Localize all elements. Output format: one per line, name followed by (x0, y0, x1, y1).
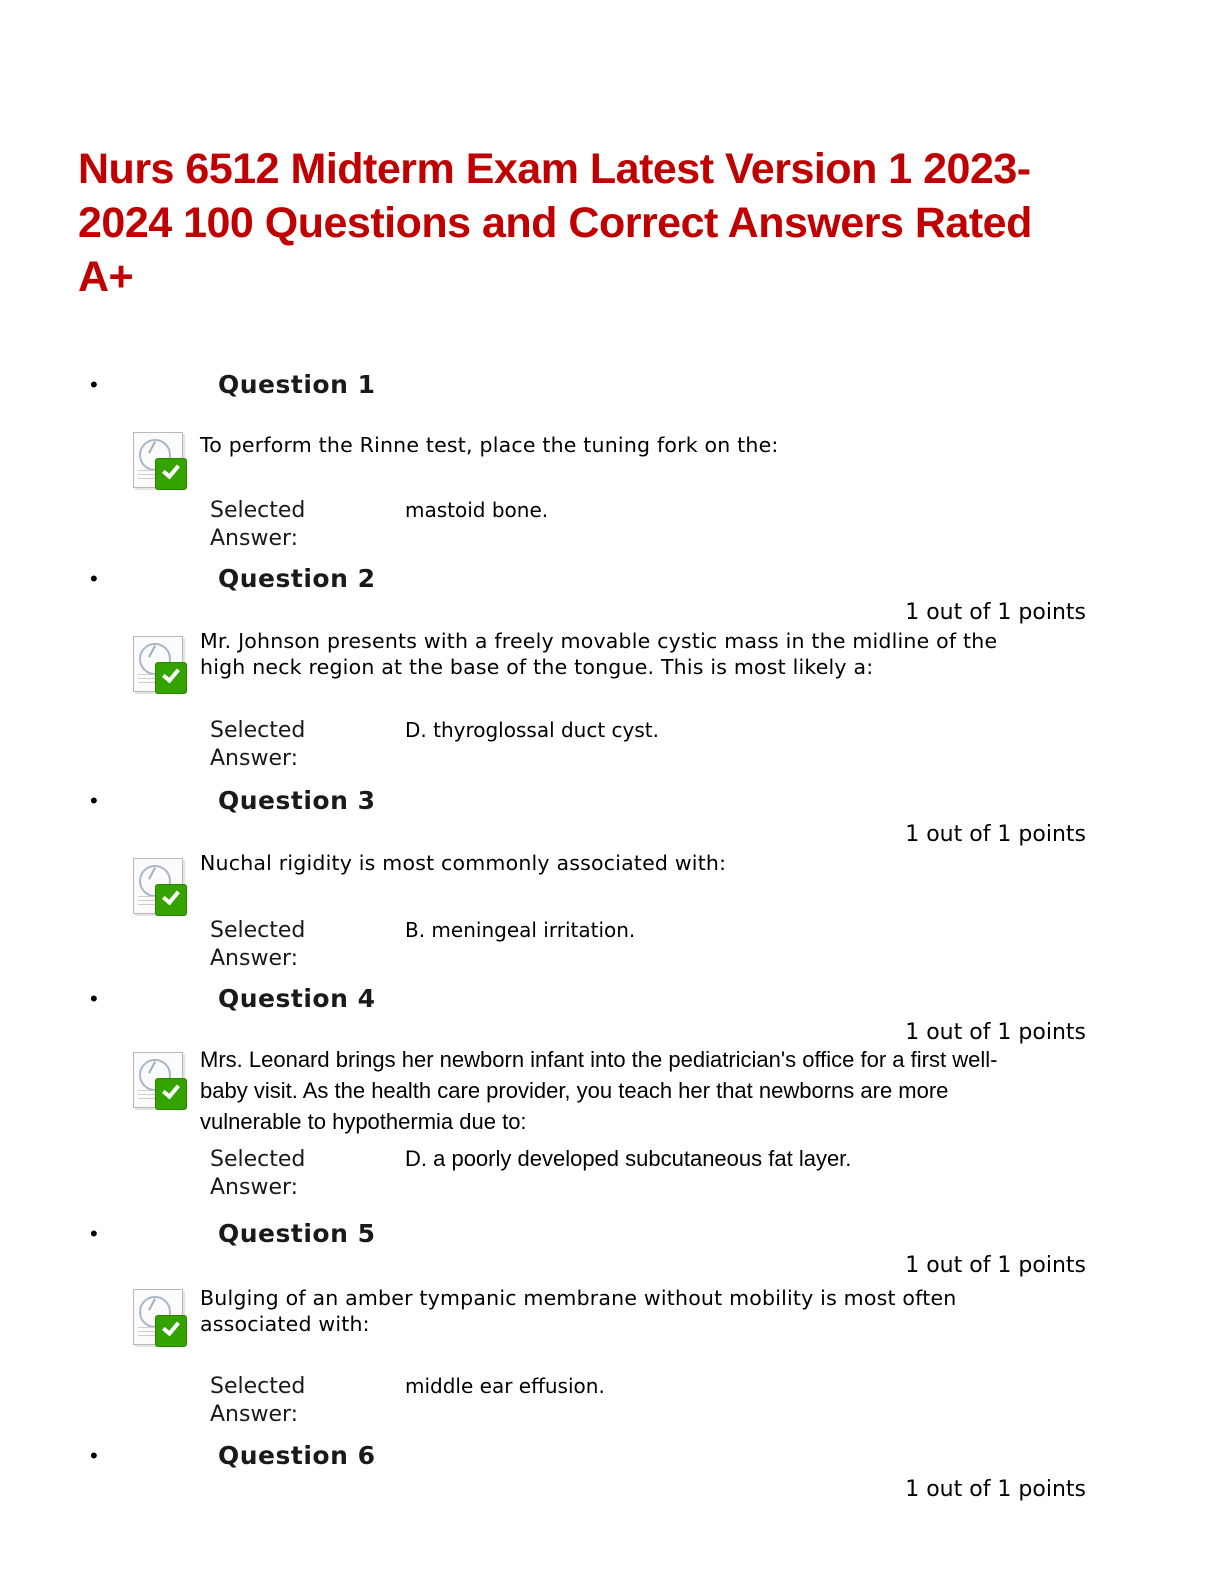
selected-answer-value: mastoid bone. (405, 498, 549, 522)
bullet-icon: • (90, 566, 98, 591)
selected-answer-value: D. thyroglossal duct cyst. (405, 718, 660, 742)
question-heading: Question 4 (218, 984, 376, 1013)
question-heading: Question 5 (218, 1219, 376, 1248)
page-title: Nurs 6512 Midterm Exam Latest Version 1 2023-2024 100 Questions and Correct Answers Rated A+ (78, 145, 1032, 301)
selected-answer-value: middle ear effusion. (405, 1374, 605, 1398)
question-points: 1 out of 1 points (905, 1020, 1086, 1045)
question-block (0, 970, 1224, 1205)
question-answered-correct-icon (127, 634, 189, 696)
question-block (0, 772, 1224, 970)
question-heading: Question 2 (218, 564, 376, 593)
selected-answer-label: Selected Answer: (210, 498, 306, 551)
question-text: Nuchal rigidity is most commonly associated with: (200, 851, 727, 875)
question-block (0, 352, 1224, 550)
question-points: 1 out of 1 points (905, 600, 1086, 625)
question-text: To perform the Rinne test, place the tuning fork on the: (200, 433, 779, 457)
question-text: Bulging of an amber tympanic membrane without mobility is most often associated with: (200, 1286, 957, 1336)
bullet-icon: • (90, 788, 98, 813)
question-block (0, 550, 1224, 772)
selected-answer-label: Selected Answer: (210, 1147, 306, 1200)
question-text: Mrs. Leonard brings her newborn infant into the pediatrician's office for a first well-baby visit. As the health care provider, you teach her that newborns are more vulnerable to hypothermia due to: (200, 1047, 998, 1134)
question-heading: Question 1 (218, 370, 376, 399)
selected-answer-value: B. meningeal irritation. (405, 918, 636, 942)
question-block (0, 1427, 1224, 1547)
question-heading: Question 3 (218, 786, 376, 815)
question-block (0, 1205, 1224, 1427)
selected-answer-label: Selected Answer: (210, 918, 306, 971)
question-text: Mr. Johnson presents with a freely movable cystic mass in the midline of the high neck region at the base of the tongue. This is most likely a: (200, 629, 998, 679)
question-points: 1 out of 1 points (905, 1253, 1086, 1278)
question-points: 1 out of 1 points (905, 822, 1086, 847)
question-points: 1 out of 1 points (905, 1477, 1086, 1502)
selected-answer-value: D. a poorly developed subcutaneous fat layer. (405, 1146, 852, 1171)
question-answered-correct-icon (127, 856, 189, 918)
question-answered-correct-icon (127, 430, 189, 492)
bullet-icon: • (90, 1221, 98, 1246)
question-answered-correct-icon (127, 1050, 189, 1112)
bullet-icon: • (90, 1443, 98, 1468)
question-answered-correct-icon (127, 1287, 189, 1349)
question-heading: Question 6 (218, 1441, 376, 1470)
selected-answer-label: Selected Answer: (210, 718, 306, 771)
selected-answer-label: Selected Answer: (210, 1374, 306, 1427)
bullet-icon: • (90, 986, 98, 1011)
questions-list (0, 352, 1224, 1547)
bullet-icon: • (90, 372, 98, 397)
